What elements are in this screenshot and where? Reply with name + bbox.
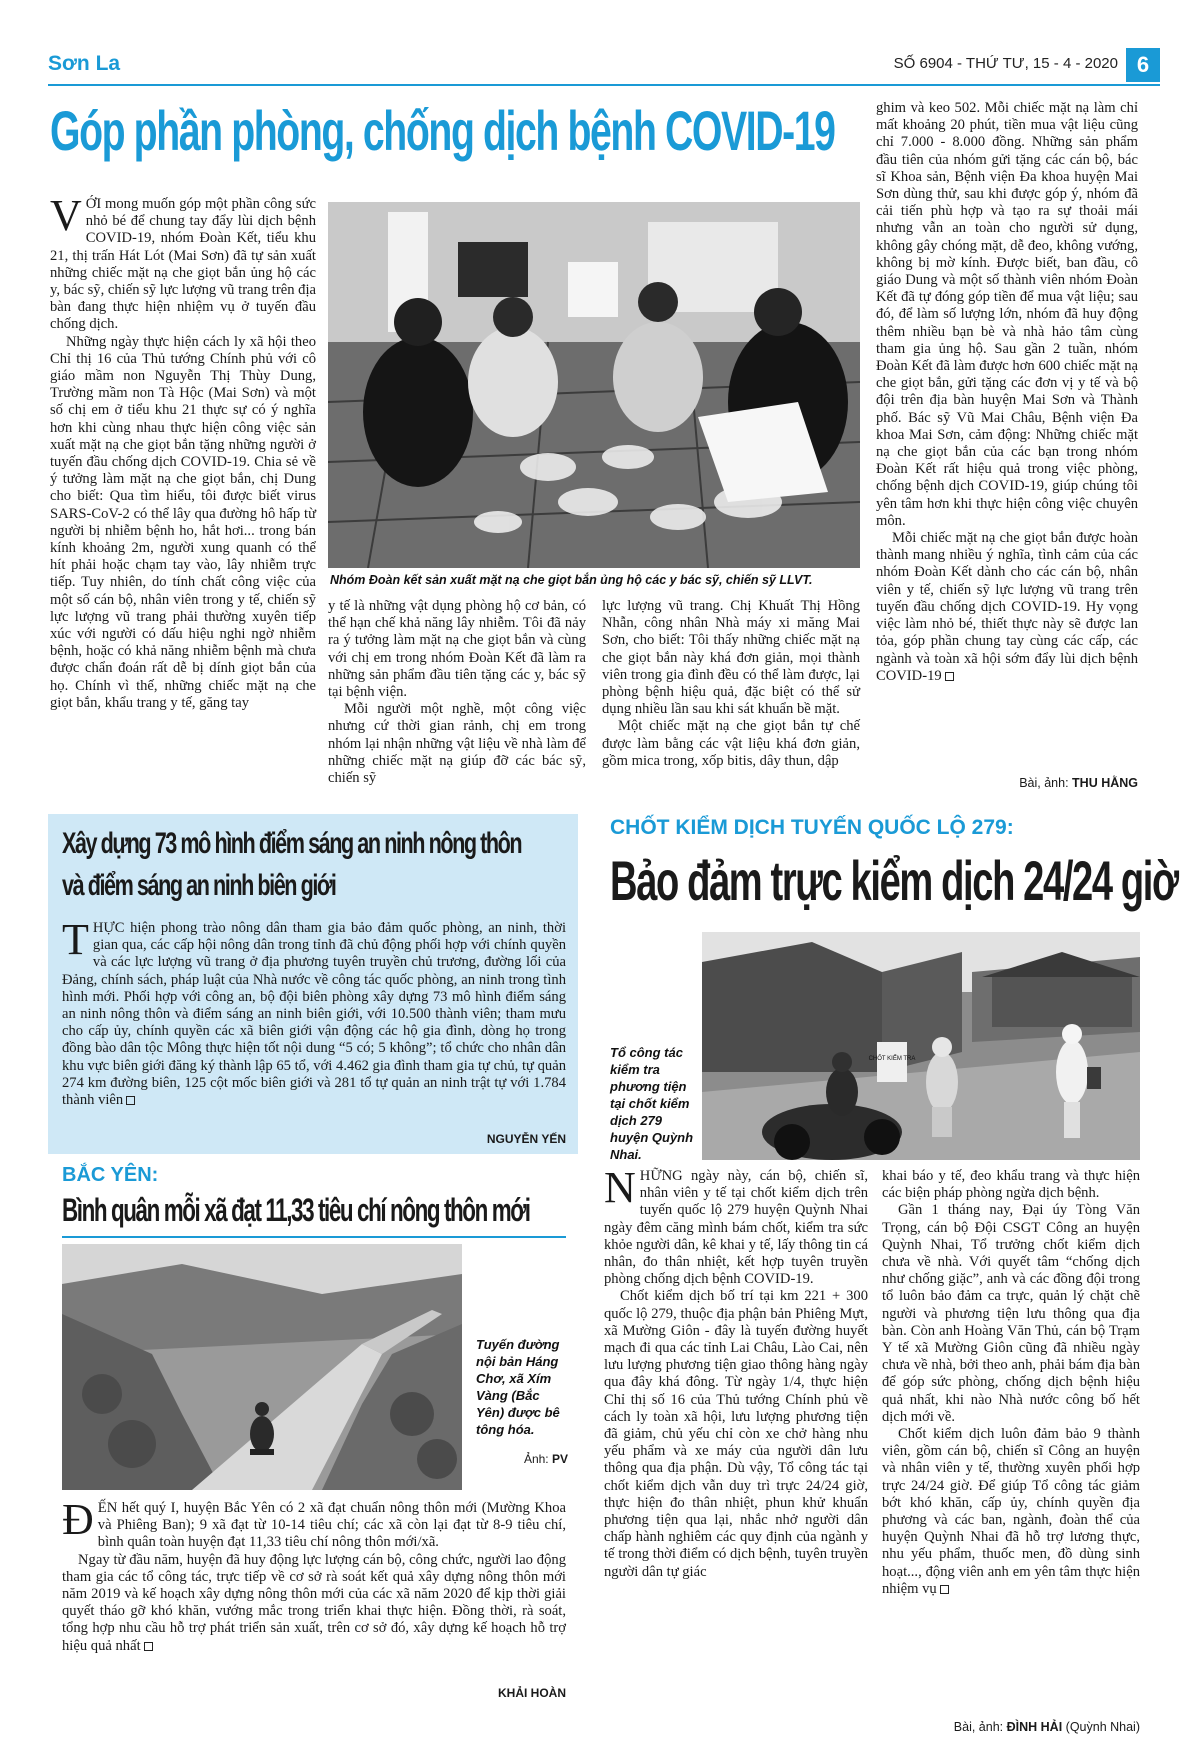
- article2-dropcap: T: [62, 915, 89, 964]
- article1-photo-caption: Nhóm Đoàn kết sản xuất mặt nạ che giọt bắn ủng hộ các y bác sỹ, chiến sỹ LLVT.: [330, 573, 813, 587]
- article4-title: Bảo đảm trực kiểm dịch 24/24 giờ: [610, 849, 1178, 912]
- article3-p1: ẾN hết quý I, huyện Bắc Yên có 2 xã đạt chuẩn nông thôn mới (Mường Khoa và Phiêng Ban); 9 xã đạt từ 10-14 tiêu chí; các xã còn lại đạt từ 8-9 tiêu chí, bình quân toàn huyện đạt 11,33 tiêu chí nông thôn mới/xã.: [97, 1500, 566, 1551]
- article4-col1-first: HỮNG ngày này, cán bộ, chiến sĩ, nhân viên y tế tại chốt kiểm dịch trên tuyến quốc lộ 279 huyện Quỳnh Nhai ngày đêm căng mình bám chốt, kiểm tra sức khỏe người dân, kê khai y tế, lấy thông tin cá nhân, đo thân nhiệt, kết hợp tuyên truyền phòng chống dịch bệnh COVID-19.: [604, 1168, 868, 1288]
- article3-p2: Ngay từ đầu năm, huyện đã huy động lực lượng cán bộ, công chức, người lao động tham gia các tổ công tác, trực tiếp về cơ sở rà soát kết quả xây dựng nông thôn mới năm 2019 và kế hoạch xây dựng nông thôn mới của các xã năm 2020 để kịp thời giải quyết tháo gỡ khó khăn, vướng mắc trong triển khai thực hiện. Đồng thời, rà soát, tổng hợp nhu cầu hỗ trợ phát triển sản xuất, trên cơ sở đó, xây dựng kế hoạch hỗ trợ hiệu quả nhất: [62, 1551, 566, 1654]
- article2-body: [62, 915, 566, 1109]
- mask-making-photo: [328, 202, 860, 568]
- page-number: 6: [1126, 48, 1160, 82]
- article2-title-line2: và điểm sáng an ninh biên giới: [62, 869, 336, 902]
- article3-dropcap: Đ: [62, 1495, 94, 1544]
- article4-col2-text: khai báo y tế, đeo khẩu trang và thực hiện các biện pháp phòng ngừa dịch bệnh.: [882, 1168, 1140, 1202]
- article4-col2: [882, 1168, 1140, 1598]
- checkpoint-sign: CHỐT KIỂM TRA: [868, 1056, 916, 1062]
- article4-col1: [604, 1163, 868, 1581]
- byline-label: Bài, ảnh:: [953, 1720, 1004, 1734]
- article4-col1-p2: Chốt kiểm dịch bố trí tại km 221 + 300 quốc lộ 279, thuộc địa phận bản Phiêng Mựt, xã Mường Giôn - đây là tuyến đường huyết mạch đi qua các tỉnh Lai Châu, Lào Cai, nên lưu lượng phương tiện giao thông hàng ngày qua đây khá đông. Từ ngày 1/4, thực hiện Chỉ thị số 16 của Thủ tướng Chính phủ về cách ly toàn xã hội, lưu lượng phương tiện đã giảm, chủ yếu chỉ còn xe chở hàng nhu yếu phẩm và xe máy của người dân lưu thông qua địa phận. Dù vậy, Tổ công tác tại chốt kiểm dịch vẫn duy trì trực 24/24 giờ, thực hiện đo thân nhiệt, phun khử khuẩn phương tiện qua lại, nhắc nhở người dân chấp hành nghiêm các quy định của ngành y tế trong thời điểm có dịch bệnh, tuyên truyền người dân tự giác: [604, 1288, 868, 1580]
- article3-title: Bình quân mỗi xã đạt 11,33 tiêu chí nông thôn mới: [62, 1192, 530, 1228]
- article3-author: KHẢI HOÀN: [498, 1686, 566, 1700]
- article4-dropcap: N: [604, 1163, 636, 1212]
- end-mark-icon: [144, 1642, 153, 1651]
- concrete-road-photo: [62, 1244, 462, 1490]
- end-mark-icon: [945, 672, 954, 681]
- article1-col2: [328, 598, 586, 787]
- article4-col2-p3: Chốt kiểm dịch luôn đảm bảo 9 thành viên, gồm cán bộ, chiến sĩ Công an huyện và nhân viên y tế, thường xuyên phối hợp trực 24/24 giờ. Để giúp Tổ công tác giảm bớt khó khăn, cấp ủy, chính quyền địa phương và các ban, ngành, đoàn thể của huyện Quỳnh Nhai đã hỗ trợ lương thực, nhu yếu phẩm, thuốc men, đồ dùng sinh hoạt..., động viên anh em yên tâm thực hiện nhiệm vụ: [882, 1426, 1140, 1597]
- page-header: [48, 48, 1160, 82]
- article4-col2-p2: Gần 1 tháng nay, Đại úy Tòng Văn Trọng, cán bộ Đội CSGT Công an huyện Quỳnh Nhai, Tổ trưởng chốt kiểm dịch chưa về nhà. Với quyết tâm “chống dịch như chống giặc”, anh và các đồng đội trong tổ luôn bảo đảm ca trực, quản lý chặt chẽ người và phương tiện lưu thông qua địa bàn. Còn anh Hoàng Văn Thủ, cán bộ Trạm Y tế xã Mường Giôn cũng đã nhiều ngày chưa về nhà, bởi theo anh, phải bám địa bàn để góp sức phòng, chống dịch bệnh hiệu quả nhất, khi nào Nhà nước công bố hết dịch mới về.: [882, 1202, 1140, 1425]
- article3-body: [62, 1495, 566, 1655]
- article1-col3-p2: Một chiếc mặt nạ che giọt bắn tự chế được làm bằng các vật liệu khá đơn giản, gồm mica trong, xốp bitis, dây thun, dập: [602, 718, 860, 769]
- header-rule: [48, 84, 1160, 86]
- article1-col1-p2: Những ngày thực hiện cách ly xã hội theo Chỉ thị 16 của Thủ tướng Chính phủ với cô giáo mầm non Nguyễn Thị Thùy Dung, Trường mầm non Tà Hộc (Mai Sơn) và một số chị em ở tiểu khu 21 thực sự có ý nghĩa hơn khi cùng nhau thực hiện công việc sản xuất mặt nạ che giọt bắn tặng những người ở tuyến đầu chống dịch COVID-19. Chia sẻ về ý tưởng làm mặt nạ che giọt bắn, chị Dung cho biết: Qua tìm hiểu, tôi được biết virus SARS-CoV-2 có thể lây qua đường hô hấp từ người bị nhiễm bệnh ho, hắt hơi... trong bán kính khoảng 2m, người xung quanh có thể hít phải hoặc chạm tay vào, lây nhiễm trực tiếp. Tuy nhiên, do tính chất công việc của một số cán bộ, nhân viên trong y tế, chiến sỹ lực lượng vũ trang phải thường xuyên tiếp xúc với người có dấu hiệu nghi ngờ nhiễm bệnh, hoặc có khả năng nhiễm bệnh mà chưa được chẩn đoán rất dễ bị dính giọt bắn của họ. Chính vì thế, những chiếc mặt nạ che giọt bắn, khẩu trang y tế, găng tay: [50, 333, 316, 711]
- checkpoint-photo: [702, 932, 1140, 1160]
- byline-suffix: (Quỳnh Nhai): [1065, 1720, 1140, 1734]
- article3-photo-caption: Tuyến đường nội bản Háng Chơ, xã Xím Vàng (Bắc Yên) được bê tông hóa.: [476, 1337, 560, 1437]
- article1-col3-text: lực lượng vũ trang. Chị Khuất Thị Hồng Nhẫn, công nhân Nhà máy xi măng Mai Sơn, cho biết: Tôi thấy những chiếc mặt nạ che giọt bắn này khá đơn giản, mọi thành viên trong gia đình đều có thể làm được, lại phòng bệnh hiệu quả, đặc biệt có thể sử dụng nhiều lần sau khi sát khuẩn bề mặt.: [602, 598, 860, 718]
- byline-label: Bài, ảnh:: [1019, 776, 1069, 790]
- byline-name: ĐÌNH HẢI: [1006, 1720, 1063, 1734]
- article4-photo: [702, 932, 1140, 1160]
- article3-photo-credit: [476, 1452, 568, 1466]
- article4-byline: [882, 1720, 1140, 1734]
- article1-col2-text: y tế là những vật dụng phòng hộ cơ bản, có thể hạn chế khả năng lây nhiễm. Tôi đã nảy ra ý tưởng làm mặt nạ che giọt bắn và cùng với chị em trong nhóm Đoàn Kết đã làm ra những sản phẩm đầu tiên tặng các y, bác sỹ tại bệnh viện.: [328, 598, 586, 701]
- article2-title-line1: Xây dựng 73 mô hình điểm sáng an ninh nông thôn: [62, 827, 522, 860]
- article3-rule: [62, 1236, 566, 1238]
- issue-date: SỐ 6904 - THỨ TƯ, 15 - 4 - 2020: [893, 55, 1118, 72]
- article1-photo: [328, 202, 860, 568]
- article1-byline: [876, 776, 1138, 790]
- article1-col3: [602, 598, 860, 770]
- article4-kicker: CHỐT KIỂM DỊCH TUYẾN QUỐC LỘ 279:: [610, 816, 1014, 839]
- article2-text: HỰC hiện phong trào nông dân tham gia bảo đảm quốc phòng, an ninh, thời gian qua, các cấp hội nông dân trong tỉnh đã chủ động phối hợp với chính quyền và các lực lượng vũ trang ở địa phương tuyên truyền chủ trương, đường lối của Đảng, chính sách, pháp luật của Nhà nước về công tác quốc phòng, an ninh trong tình hình mới. Phối hợp với công an, bộ đội biên phòng xây dựng 73 mô hình điểm sáng an ninh nông thôn và điểm sáng an ninh biên giới, với 10.500 thành viên; tham mưu cho cấp ủy, chính quyền các xã biên giới vận động các hộ gia đình, dòng họ trong đồng bào dân tộc Mông thực hiện tốt nội dung “5 có; 5 không”; tổ chức cho nhân dân khu vực biên giới đăng ký thành lập 65 tổ, với 4.462 gia đình tham gia tự chủ, tự quản 274 km đường biên, 125 cột mốc biên giới và 281 tổ tự quản an ninh trật tự với 1.784 thành viên: [62, 920, 566, 1109]
- article1-col4-text: ghim và keo 502. Mỗi chiếc mặt nạ làm chỉ mất khoảng 20 phút, tiền mua vật liệu cũng chỉ 7.000 - 8.000 đồng. Những sản phẩm đầu tiên của nhóm gửi tặng các cán bộ, bác sĩ Khoa sản, Bệnh viện Đa khoa huyện Mai Sơn dùng thử, sau khi được góp ý, nhóm đã cải tiến phù hợp và tạo ra sự thoải mái nhưng vẫn an toàn cho người sử dụng, không gây chóng mặt, dễ đeo, không vướng, không bị mờ kính. Được biết, ban đầu, cô giáo Dung và một số thành viên nhóm Đoàn Kết đã tự đóng góp tiền để mua vật liệu; sau đó, để làm số lượng lớn, nhóm đã huy động thêm nhiều bạn bè và nhà hảo tâm cùng tham gia ủng hộ. Sau gần 2 tuần, nhóm Đoàn Kết đã làm được hơn 600 chiếc mặt nạ che giọt bắn, gửi tặng các đơn vị y tế và bộ đội trên địa bàn huyện Mai Sơn và Thành phố. Bác sỹ Vũ Mai Châu, Bệnh viện Đa khoa Mai Sơn, cảm động: Những chiếc mặt nạ che giọt bắn của các bạn trong nhóm Đoàn Kết rất hiệu quả trong việc phòng, chống bệnh dịch COVID-19, giúp chúng tôi yên tâm hơn khi thực hiện công việc chuyên môn.: [876, 100, 1138, 529]
- article4-photo-caption: Tổ công tác kiểm tra phương tiện tại chốt kiểm dịch 279 huyện Quỳnh Nhai.: [610, 1045, 694, 1162]
- end-mark-icon: [940, 1585, 949, 1594]
- article1-col1: [50, 191, 316, 712]
- section-label: Sơn La: [48, 52, 121, 75]
- article2-author: NGUYỄN YẾN: [486, 1132, 566, 1146]
- article1-col2-p2: Mỗi người một nghề, một công việc nhưng cứ thời gian rảnh, chị em trong nhóm lại nhận những vật liệu về nhà làm để những chiếc mặt nạ giúp đỡ các bác sỹ, chiến sỹ: [328, 701, 586, 787]
- article3-photo: [62, 1244, 462, 1490]
- article1-col4-p2: Mỗi chiếc mặt nạ che giọt bắn được hoàn thành mang nhiều ý nghĩa, tình cảm của các nhóm Đoàn Kết dành cho các cán bộ, nhân viên y tế, chiến sỹ lực lượng vũ trang trên tuyến đầu chống dịch COVID-19. Hy vọng việc làm nhỏ bé, thiết thực này sẽ được lan tỏa, góp phần chung tay cùng các cấp, các ngành và toàn xã hội sớm đẩy lùi dịch bệnh COVID-19: [876, 530, 1138, 684]
- article1-col4: [876, 100, 1138, 685]
- article1-title: Góp phần phòng, chống dịch bệnh COVID-19: [50, 99, 835, 162]
- article1-col1-first: ỚI mong muốn góp một phần công sức nhỏ bé để chung tay đẩy lùi dịch bệnh COVID-19, nhóm Đoàn Kết, tiểu khu 21, thị trấn Hát Lót (Mai Sơn) đã tự sản xuất những chiếc mặt nạ che giọt bắn ủng hộ các y, bác sỹ, chiến sỹ lực lượng vũ trang trên địa bàn đang thực hiện nhiệm vụ ở tuyến đầu chống dịch.: [50, 196, 316, 333]
- article3-kicker: BẮC YÊN:: [62, 1164, 159, 1186]
- credit-label: Ảnh:: [523, 1452, 549, 1466]
- credit-name: PV: [551, 1452, 568, 1466]
- byline-name: THU HẰNG: [1072, 776, 1138, 790]
- article1-dropcap: V: [50, 191, 82, 240]
- end-mark-icon: [126, 1096, 135, 1105]
